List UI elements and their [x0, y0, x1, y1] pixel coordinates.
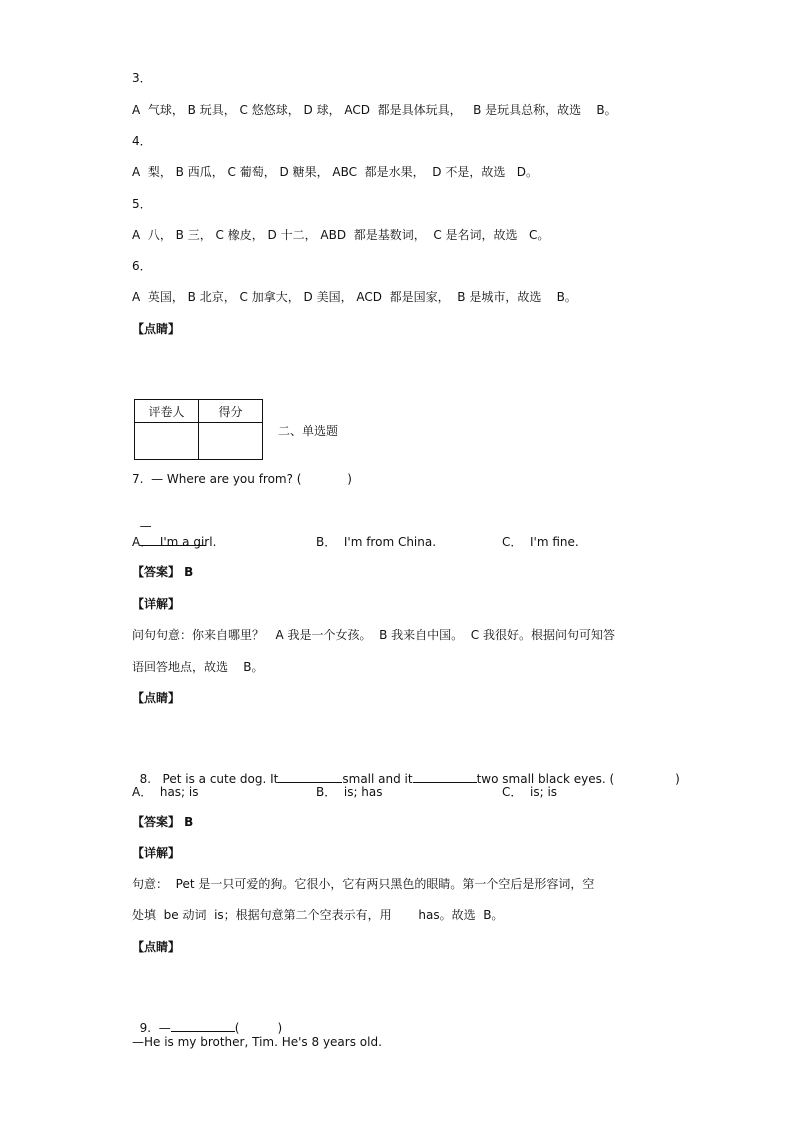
q3-number: 3． — [132, 71, 152, 85]
q6-explanation: A 英国， B 北京， C 加拿大， D 美国， ACD 都是国家， B 是城市，故选 B。 — [132, 290, 577, 304]
q4-number: 4． — [132, 134, 152, 148]
q8-stem-part-3: two small black eyes. ( ) — [476, 772, 680, 786]
q9-stem-part-2: ( ) — [234, 1021, 283, 1035]
q3-explanation: A 气球， B 玩具， C 悠悠球， D 球， ACD 都是具体玩具， B 是玩具总称，故选 B。 — [132, 103, 617, 117]
q7-option-a[interactable]: A． I'm a girl. — [132, 535, 217, 549]
q8-option-c[interactable]: C． is; is — [502, 785, 558, 799]
q8-comment-label: 【点睛】 — [132, 940, 181, 954]
q7-stem: 7. — Where are you from? ( ) — [132, 472, 352, 486]
q6-number: 6． — [132, 259, 152, 273]
score-table-grader-header: 评卷人 — [135, 400, 199, 423]
q8-detail-label: 【详解】 — [132, 846, 181, 860]
q5-number: 5． — [132, 197, 152, 211]
q4-explanation: A 梨， B 西瓜， C 葡萄， D 糖果， ABC 都是水果， D 不是，故选 D。 — [132, 165, 538, 179]
q7-comment-label: 【点睛】 — [132, 691, 181, 705]
q7-option-c[interactable]: C． I'm fine. — [502, 535, 579, 549]
q8-option-a[interactable]: A． has; is — [132, 785, 199, 799]
score-table-grader-cell[interactable] — [135, 423, 199, 460]
q8-answer: 【答案】 B — [132, 815, 194, 829]
q8-option-b[interactable]: B． is; has — [316, 785, 383, 799]
q7-detail-label: 【详解】 — [132, 597, 181, 611]
q9-stem — [132, 1004, 282, 1036]
q7-option-b[interactable]: B． I'm from China. — [316, 535, 437, 549]
q7-detail-line-2: 语回答地点，故选 B。 — [132, 660, 264, 674]
q8-detail-line-2: 处填 be 动词 is；根据句意第二个空表示有，用 has。故选 B。 — [132, 908, 504, 922]
q9-reply: —He is my brother, Tim. He's 8 years old. — [132, 1035, 382, 1049]
q8-blank-2[interactable] — [413, 771, 477, 783]
q9-stem-part-1: 9. — — [139, 1021, 171, 1035]
section-title: 二、单选题 — [278, 424, 339, 438]
q9-blank[interactable] — [171, 1020, 235, 1032]
q7-answer-dash: — — [139, 519, 152, 533]
q8-stem-part-1: 8. Pet is a cute dog. It — [139, 772, 279, 786]
q8-detail-line-1: 句意： Pet 是一只可爱的狗。它很小，它有两只黑色的眼睛。第一个空后是形容词，空 — [132, 877, 595, 891]
q7-detail-line-1: 问句句意：你来自哪里？ A 我是一个女孩。 B 我来自中国。 C 我很好。根据问句可知答 — [132, 628, 615, 642]
score-table-score-header: 得分 — [199, 400, 263, 423]
score-table — [134, 399, 263, 460]
q5-explanation: A 八， B 三， C 橡皮， D 十二， ABD 都是基数词， C 是名词，故选 C。 — [132, 228, 550, 242]
q8-blank-1[interactable] — [278, 771, 342, 783]
q8-stem-part-2: small and it — [342, 772, 413, 786]
q8-stem — [132, 755, 680, 787]
score-table-score-cell[interactable] — [199, 423, 263, 460]
q7-answer: 【答案】 B — [132, 565, 194, 579]
comment-label: 【点睛】 — [132, 322, 181, 336]
